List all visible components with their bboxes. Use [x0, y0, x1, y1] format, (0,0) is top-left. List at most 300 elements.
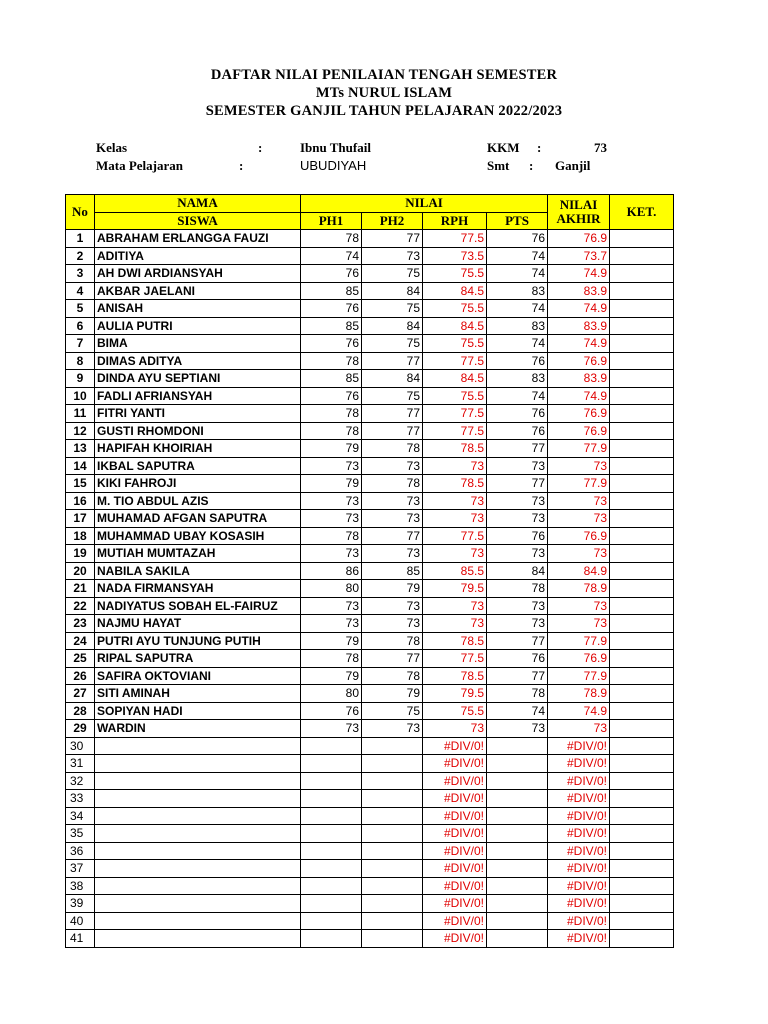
- row-number: 4: [66, 282, 95, 300]
- score-ph1: 79: [301, 440, 362, 458]
- score-ph1: 76: [301, 387, 362, 405]
- keterangan-cell: [610, 352, 674, 370]
- row-number: 28: [66, 702, 95, 720]
- score-rph: #DIV/0!: [423, 825, 487, 843]
- score-rph: 78.5: [423, 440, 487, 458]
- student-name: HAPIFAH KHOIRIAH: [95, 440, 301, 458]
- table-row: [66, 230, 674, 248]
- table-row: [66, 772, 674, 790]
- score-ph1: 78: [301, 230, 362, 248]
- score-nilai-akhir: 76.9: [548, 352, 610, 370]
- keterangan-cell: [610, 475, 674, 493]
- header-rph: RPH: [423, 212, 487, 230]
- score-nilai-akhir: 78.9: [548, 580, 610, 598]
- table-row: [66, 405, 674, 423]
- score-ph2: 73: [362, 545, 423, 563]
- score-rph: 73: [423, 615, 487, 633]
- score-ph1: 74: [301, 247, 362, 265]
- score-pts: 84: [487, 562, 548, 580]
- keterangan-cell: [610, 632, 674, 650]
- score-nilai-akhir: 74.9: [548, 335, 610, 353]
- score-nilai-akhir: 73: [548, 492, 610, 510]
- score-rph: 73: [423, 545, 487, 563]
- mapel-value: UBUDIYAH: [300, 158, 367, 173]
- score-rph: #DIV/0!: [423, 755, 487, 773]
- student-name: PUTRI AYU TUNJUNG PUTIH: [95, 632, 301, 650]
- score-pts: 76: [487, 422, 548, 440]
- score-pts: 78: [487, 580, 548, 598]
- table-row: [66, 737, 674, 755]
- grade-table: [65, 194, 674, 948]
- student-name: [95, 877, 301, 895]
- keterangan-cell: [610, 387, 674, 405]
- score-ph2: [362, 807, 423, 825]
- score-ph2: 73: [362, 457, 423, 475]
- score-ph1: 78: [301, 527, 362, 545]
- score-pts: 74: [487, 702, 548, 720]
- score-ph1: [301, 860, 362, 878]
- table-row: [66, 457, 674, 475]
- score-ph1: 85: [301, 370, 362, 388]
- score-ph1: 76: [301, 265, 362, 283]
- score-pts: 74: [487, 265, 548, 283]
- score-pts: [487, 912, 548, 930]
- kkm-value: 73: [594, 140, 607, 155]
- keterangan-cell: [610, 790, 674, 808]
- student-name: FITRI YANTI: [95, 405, 301, 423]
- header-ph2: PH2: [362, 212, 423, 230]
- score-nilai-akhir: #DIV/0!: [548, 912, 610, 930]
- student-name: M. TIO ABDUL AZIS: [95, 492, 301, 510]
- keterangan-cell: [610, 580, 674, 598]
- score-nilai-akhir: #DIV/0!: [548, 877, 610, 895]
- score-pts: [487, 772, 548, 790]
- row-number: 16: [66, 492, 95, 510]
- student-name: RIPAL SAPUTRA: [95, 650, 301, 668]
- table-row: [66, 247, 674, 265]
- student-name: NADA FIRMANSYAH: [95, 580, 301, 598]
- score-ph1: 79: [301, 632, 362, 650]
- row-number: 25: [66, 650, 95, 668]
- score-ph1: [301, 877, 362, 895]
- student-name: NABILA SAKILA: [95, 562, 301, 580]
- table-row: [66, 790, 674, 808]
- score-ph2: [362, 860, 423, 878]
- row-number: 30: [66, 737, 95, 755]
- score-nilai-akhir: 77.9: [548, 667, 610, 685]
- mapel-colon: :: [239, 158, 244, 173]
- keterangan-cell: [610, 562, 674, 580]
- score-nilai-akhir: #DIV/0!: [548, 790, 610, 808]
- table-row: [66, 422, 674, 440]
- keterangan-cell: [610, 720, 674, 738]
- score-ph2: 73: [362, 720, 423, 738]
- score-rph: 79.5: [423, 580, 487, 598]
- score-ph1: [301, 825, 362, 843]
- student-name: [95, 790, 301, 808]
- row-number: 7: [66, 335, 95, 353]
- table-row: [66, 685, 674, 703]
- score-ph2: 79: [362, 580, 423, 598]
- row-number: 31: [66, 755, 95, 773]
- table-row: [66, 580, 674, 598]
- kelas-label: Kelas: [96, 140, 128, 155]
- keterangan-cell: [610, 492, 674, 510]
- score-rph: 77.5: [423, 422, 487, 440]
- score-nilai-akhir: 76.9: [548, 405, 610, 423]
- score-rph: 77.5: [423, 230, 487, 248]
- student-name: MUHAMMAD UBAY KOSASIH: [95, 527, 301, 545]
- score-pts: 83: [487, 370, 548, 388]
- table-row: [66, 562, 674, 580]
- score-nilai-akhir: 83.9: [548, 370, 610, 388]
- score-ph1: 76: [301, 335, 362, 353]
- score-rph: 73: [423, 720, 487, 738]
- table-row: [66, 282, 674, 300]
- row-number: 6: [66, 317, 95, 335]
- student-name: AH DWI ARDIANSYAH: [95, 265, 301, 283]
- score-pts: [487, 807, 548, 825]
- row-number: 27: [66, 685, 95, 703]
- student-name: BIMA: [95, 335, 301, 353]
- keterangan-cell: [610, 650, 674, 668]
- table-row: [66, 860, 674, 878]
- keterangan-cell: [610, 405, 674, 423]
- row-number: 34: [66, 807, 95, 825]
- table-row: [66, 265, 674, 283]
- student-name: SAFIRA OKTOVIANI: [95, 667, 301, 685]
- keterangan-cell: [610, 930, 674, 948]
- row-number: 9: [66, 370, 95, 388]
- row-number: 17: [66, 510, 95, 528]
- student-name: ADITIYA: [95, 247, 301, 265]
- keterangan-cell: [610, 422, 674, 440]
- score-ph2: 77: [362, 527, 423, 545]
- score-ph2: [362, 755, 423, 773]
- score-rph: 73: [423, 492, 487, 510]
- score-nilai-akhir: #DIV/0!: [548, 842, 610, 860]
- score-ph2: 77: [362, 650, 423, 668]
- keterangan-cell: [610, 667, 674, 685]
- score-nilai-akhir: #DIV/0!: [548, 895, 610, 913]
- keterangan-cell: [610, 440, 674, 458]
- score-rph: #DIV/0!: [423, 737, 487, 755]
- score-ph2: [362, 825, 423, 843]
- student-name: NAJMU HAYAT: [95, 615, 301, 633]
- score-rph: 77.5: [423, 527, 487, 545]
- score-pts: 74: [487, 300, 548, 318]
- keterangan-cell: [610, 230, 674, 248]
- score-ph2: 75: [362, 335, 423, 353]
- score-ph1: 73: [301, 457, 362, 475]
- score-ph1: 78: [301, 352, 362, 370]
- score-rph: 73: [423, 457, 487, 475]
- score-nilai-akhir: 83.9: [548, 282, 610, 300]
- score-ph2: 78: [362, 632, 423, 650]
- student-name: [95, 912, 301, 930]
- score-nilai-akhir: #DIV/0!: [548, 807, 610, 825]
- keterangan-cell: [610, 912, 674, 930]
- keterangan-cell: [610, 545, 674, 563]
- table-row: [66, 632, 674, 650]
- table-row: [66, 352, 674, 370]
- table-row: [66, 755, 674, 773]
- table-row: [66, 387, 674, 405]
- score-nilai-akhir: 83.9: [548, 317, 610, 335]
- score-rph: 78.5: [423, 632, 487, 650]
- header-pts: PTS: [487, 212, 548, 230]
- keterangan-cell: [610, 702, 674, 720]
- keterangan-cell: [610, 825, 674, 843]
- student-name: [95, 860, 301, 878]
- kkm-colon: :: [537, 140, 542, 155]
- score-ph2: [362, 842, 423, 860]
- score-ph2: [362, 930, 423, 948]
- keterangan-cell: [610, 615, 674, 633]
- score-ph2: 77: [362, 230, 423, 248]
- student-name: [95, 842, 301, 860]
- score-ph2: 75: [362, 265, 423, 283]
- score-rph: #DIV/0!: [423, 807, 487, 825]
- score-rph: 85.5: [423, 562, 487, 580]
- score-nilai-akhir: #DIV/0!: [548, 737, 610, 755]
- score-nilai-akhir: 84.9: [548, 562, 610, 580]
- row-number: 24: [66, 632, 95, 650]
- table-row: [66, 667, 674, 685]
- score-nilai-akhir: 73: [548, 615, 610, 633]
- keterangan-cell: [610, 265, 674, 283]
- student-name: FADLI AFRIANSYAH: [95, 387, 301, 405]
- table-row: [66, 702, 674, 720]
- score-ph1: 80: [301, 580, 362, 598]
- score-nilai-akhir: 76.9: [548, 230, 610, 248]
- table-row: [66, 545, 674, 563]
- score-nilai-akhir: 77.9: [548, 440, 610, 458]
- score-pts: 77: [487, 440, 548, 458]
- score-ph2: 77: [362, 405, 423, 423]
- score-rph: 77.5: [423, 405, 487, 423]
- score-rph: #DIV/0!: [423, 790, 487, 808]
- score-rph: 75.5: [423, 265, 487, 283]
- score-ph1: 80: [301, 685, 362, 703]
- score-ph2: 73: [362, 615, 423, 633]
- keterangan-cell: [610, 860, 674, 878]
- score-nilai-akhir: 73: [548, 545, 610, 563]
- score-pts: 76: [487, 650, 548, 668]
- score-pts: [487, 895, 548, 913]
- header-nilai-akhir: [548, 195, 610, 230]
- score-pts: 78: [487, 685, 548, 703]
- score-ph1: 86: [301, 562, 362, 580]
- score-ph2: 78: [362, 440, 423, 458]
- row-number: 41: [66, 930, 95, 948]
- score-ph2: 77: [362, 352, 423, 370]
- score-ph2: 77: [362, 422, 423, 440]
- score-ph2: [362, 772, 423, 790]
- row-number: 33: [66, 790, 95, 808]
- table-row: [66, 335, 674, 353]
- keterangan-cell: [610, 807, 674, 825]
- score-rph: #DIV/0!: [423, 877, 487, 895]
- mapel-label: Mata Pelajaran: [96, 158, 184, 173]
- score-nilai-akhir: #DIV/0!: [548, 772, 610, 790]
- title-line-2: MTs NURUL ISLAM: [315, 85, 453, 101]
- row-number: 11: [66, 405, 95, 423]
- score-rph: 78.5: [423, 475, 487, 493]
- score-nilai-akhir: 73: [548, 510, 610, 528]
- header-nilai-akhir-line-1: NILAI: [559, 197, 598, 212]
- score-pts: [487, 825, 548, 843]
- score-ph1: 73: [301, 720, 362, 738]
- keterangan-cell: [610, 597, 674, 615]
- score-ph2: 75: [362, 702, 423, 720]
- row-number: 18: [66, 527, 95, 545]
- score-pts: [487, 755, 548, 773]
- score-rph: #DIV/0!: [423, 772, 487, 790]
- score-ph1: 85: [301, 282, 362, 300]
- keterangan-cell: [610, 300, 674, 318]
- score-rph: 73: [423, 510, 487, 528]
- score-ph2: 75: [362, 387, 423, 405]
- smt-label: Smt: [487, 158, 510, 173]
- smt-colon: :: [529, 158, 534, 173]
- score-ph2: 75: [362, 300, 423, 318]
- score-ph1: 78: [301, 422, 362, 440]
- score-nilai-akhir: 74.9: [548, 387, 610, 405]
- score-pts: 77: [487, 632, 548, 650]
- score-nilai-akhir: 74.9: [548, 265, 610, 283]
- table-row: [66, 615, 674, 633]
- score-ph1: 79: [301, 667, 362, 685]
- score-rph: 79.5: [423, 685, 487, 703]
- score-pts: 73: [487, 615, 548, 633]
- score-ph1: 73: [301, 492, 362, 510]
- student-name: SITI AMINAH: [95, 685, 301, 703]
- score-rph: 77.5: [423, 650, 487, 668]
- score-ph1: 76: [301, 702, 362, 720]
- keterangan-cell: [610, 755, 674, 773]
- score-ph1: 73: [301, 597, 362, 615]
- score-ph1: [301, 807, 362, 825]
- score-pts: 73: [487, 597, 548, 615]
- score-ph2: 84: [362, 317, 423, 335]
- row-number: 20: [66, 562, 95, 580]
- table-row: [66, 317, 674, 335]
- table-row: [66, 720, 674, 738]
- row-number: 26: [66, 667, 95, 685]
- score-pts: 74: [487, 387, 548, 405]
- row-number: 10: [66, 387, 95, 405]
- score-rph: 84.5: [423, 282, 487, 300]
- row-number: 40: [66, 912, 95, 930]
- student-name: WARDIN: [95, 720, 301, 738]
- score-nilai-akhir: 78.9: [548, 685, 610, 703]
- keterangan-cell: [610, 772, 674, 790]
- score-pts: [487, 842, 548, 860]
- table-row: [66, 510, 674, 528]
- score-pts: 77: [487, 667, 548, 685]
- score-rph: 77.5: [423, 352, 487, 370]
- score-ph1: [301, 772, 362, 790]
- score-pts: 73: [487, 457, 548, 475]
- score-nilai-akhir: 76.9: [548, 527, 610, 545]
- header-siswa: SISWA: [95, 212, 301, 230]
- keterangan-cell: [610, 877, 674, 895]
- score-pts: 76: [487, 230, 548, 248]
- row-number: 37: [66, 860, 95, 878]
- score-ph2: 73: [362, 247, 423, 265]
- score-ph1: [301, 895, 362, 913]
- score-rph: 75.5: [423, 300, 487, 318]
- student-name: DIMAS ADITYA: [95, 352, 301, 370]
- score-nilai-akhir: 74.9: [548, 702, 610, 720]
- student-name: DINDA AYU SEPTIANI: [95, 370, 301, 388]
- score-ph2: [362, 912, 423, 930]
- score-nilai-akhir: 76.9: [548, 422, 610, 440]
- score-ph2: [362, 895, 423, 913]
- kelas-value: Ibnu Thufail: [300, 140, 371, 155]
- score-ph2: 84: [362, 370, 423, 388]
- row-number: 35: [66, 825, 95, 843]
- header-no: No: [66, 195, 95, 230]
- score-ph1: 78: [301, 405, 362, 423]
- student-name: MUHAMAD AFGAN SAPUTRA: [95, 510, 301, 528]
- table-row: [66, 895, 674, 913]
- score-rph: #DIV/0!: [423, 912, 487, 930]
- score-nilai-akhir: #DIV/0!: [548, 930, 610, 948]
- row-number: 1: [66, 230, 95, 248]
- score-pts: 73: [487, 510, 548, 528]
- score-ph1: 73: [301, 510, 362, 528]
- keterangan-cell: [610, 457, 674, 475]
- score-pts: 74: [487, 335, 548, 353]
- row-number: 22: [66, 597, 95, 615]
- header-ph1: PH1: [301, 212, 362, 230]
- keterangan-cell: [610, 685, 674, 703]
- score-ph2: 78: [362, 475, 423, 493]
- student-name: ANISAH: [95, 300, 301, 318]
- score-ph2: 79: [362, 685, 423, 703]
- score-nilai-akhir: #DIV/0!: [548, 825, 610, 843]
- score-pts: [487, 877, 548, 895]
- score-ph2: 85: [362, 562, 423, 580]
- student-name: AKBAR JAELANI: [95, 282, 301, 300]
- score-pts: 74: [487, 247, 548, 265]
- score-ph2: 84: [362, 282, 423, 300]
- score-pts: 73: [487, 492, 548, 510]
- score-ph2: 78: [362, 667, 423, 685]
- keterangan-cell: [610, 895, 674, 913]
- document-title: [0, 66, 768, 120]
- student-name: [95, 895, 301, 913]
- score-rph: #DIV/0!: [423, 860, 487, 878]
- row-number: 5: [66, 300, 95, 318]
- score-pts: 73: [487, 545, 548, 563]
- header-ket: KET.: [610, 195, 674, 230]
- keterangan-cell: [610, 527, 674, 545]
- student-name: [95, 930, 301, 948]
- score-rph: 73: [423, 597, 487, 615]
- table-row: [66, 807, 674, 825]
- score-ph2: 73: [362, 597, 423, 615]
- student-name: AULIA PUTRI: [95, 317, 301, 335]
- score-ph1: 78: [301, 650, 362, 668]
- row-number: 38: [66, 877, 95, 895]
- title-line-3: SEMESTER GANJIL TAHUN PELAJARAN 2022/2023: [205, 103, 563, 119]
- row-number: 8: [66, 352, 95, 370]
- score-nilai-akhir: #DIV/0!: [548, 860, 610, 878]
- title-line-1: DAFTAR NILAI PENILAIAN TENGAH SEMESTER: [210, 67, 558, 83]
